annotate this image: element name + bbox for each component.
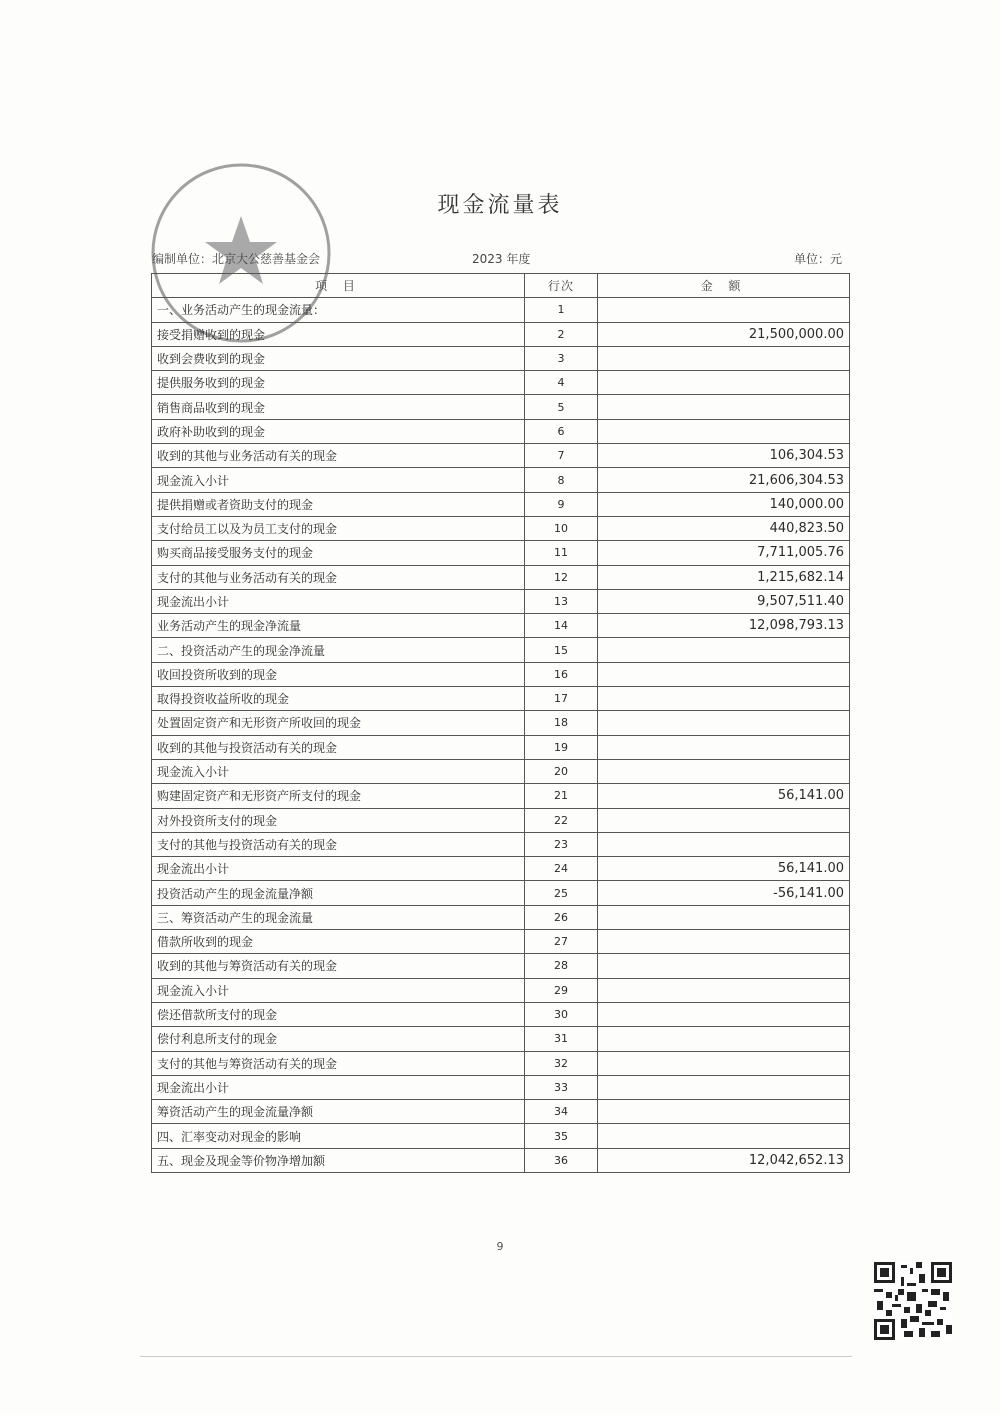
row-line-number: 29 bbox=[525, 978, 598, 1002]
row-item: 五、现金及现金等价物净增加额 bbox=[152, 1148, 525, 1172]
table-row bbox=[152, 298, 850, 322]
row-line-number: 25 bbox=[525, 881, 598, 905]
row-amount: 9,507,511.40 bbox=[598, 589, 850, 613]
row-item: 借款所收到的现金 bbox=[152, 930, 525, 954]
table-row bbox=[152, 808, 850, 832]
row-amount bbox=[598, 298, 850, 322]
table-row bbox=[152, 419, 850, 443]
table-row bbox=[152, 492, 850, 516]
table-row bbox=[152, 954, 850, 978]
table-row bbox=[152, 516, 850, 540]
row-line-number: 14 bbox=[525, 614, 598, 638]
header-amount: 金 额 bbox=[598, 274, 850, 298]
row-line-number: 24 bbox=[525, 857, 598, 881]
row-amount: 1,215,682.14 bbox=[598, 565, 850, 589]
table-row bbox=[152, 1027, 850, 1051]
page-number: 9 bbox=[496, 1240, 504, 1253]
table-row bbox=[152, 881, 850, 905]
row-amount bbox=[598, 395, 850, 419]
table-row bbox=[152, 395, 850, 419]
row-amount bbox=[598, 711, 850, 735]
row-amount: 12,098,793.13 bbox=[598, 614, 850, 638]
row-amount bbox=[598, 371, 850, 395]
report-meta bbox=[152, 250, 848, 270]
row-line-number: 3 bbox=[525, 346, 598, 370]
unit-label: 单位：元 bbox=[793, 252, 842, 266]
row-amount bbox=[598, 1124, 850, 1148]
row-amount bbox=[598, 735, 850, 759]
row-item: 三、筹资活动产生的现金流量 bbox=[152, 905, 525, 929]
row-item: 现金流入小计 bbox=[152, 978, 525, 1002]
row-line-number: 17 bbox=[525, 687, 598, 711]
row-item: 业务活动产生的现金净流量 bbox=[152, 614, 525, 638]
row-amount bbox=[598, 759, 850, 783]
table-row bbox=[152, 1002, 850, 1026]
row-amount bbox=[598, 1002, 850, 1026]
row-line-number: 13 bbox=[525, 589, 598, 613]
row-line-number: 28 bbox=[525, 954, 598, 978]
row-line-number: 18 bbox=[525, 711, 598, 735]
page-title: 现金流量表 bbox=[437, 193, 563, 218]
row-amount bbox=[598, 687, 850, 711]
table-row bbox=[152, 711, 850, 735]
row-line-number: 1 bbox=[525, 298, 598, 322]
row-amount bbox=[598, 662, 850, 686]
table-header-row bbox=[152, 274, 850, 298]
row-item: 取得投资收益所收的现金 bbox=[152, 687, 525, 711]
row-line-number: 31 bbox=[525, 1027, 598, 1051]
row-line-number: 23 bbox=[525, 832, 598, 856]
row-item: 筹资活动产生的现金流量净额 bbox=[152, 1100, 525, 1124]
row-amount bbox=[598, 1051, 850, 1075]
row-item: 偿还借款所支付的现金 bbox=[152, 1002, 525, 1026]
row-line-number: 33 bbox=[525, 1075, 598, 1099]
row-item: 收到的其他与投资活动有关的现金 bbox=[152, 735, 525, 759]
row-item: 销售商品收到的现金 bbox=[152, 395, 525, 419]
row-amount: 56,141.00 bbox=[598, 857, 850, 881]
row-line-number: 7 bbox=[525, 444, 598, 468]
table-row bbox=[152, 468, 850, 492]
row-line-number: 21 bbox=[525, 784, 598, 808]
table-row bbox=[152, 541, 850, 565]
row-item: 购建固定资产和无形资产所支付的现金 bbox=[152, 784, 525, 808]
row-item: 支付的其他与业务活动有关的现金 bbox=[152, 565, 525, 589]
table-row bbox=[152, 905, 850, 929]
header-item: 项 目 bbox=[152, 274, 525, 298]
row-line-number: 6 bbox=[525, 419, 598, 443]
row-item: 偿付利息所支付的现金 bbox=[152, 1027, 525, 1051]
row-amount: -56,141.00 bbox=[598, 881, 850, 905]
row-amount bbox=[598, 1100, 850, 1124]
row-line-number: 11 bbox=[525, 541, 598, 565]
table-row bbox=[152, 589, 850, 613]
row-line-number: 32 bbox=[525, 1051, 598, 1075]
row-amount: 12,042,652.13 bbox=[598, 1148, 850, 1172]
table-row bbox=[152, 662, 850, 686]
footer-divider bbox=[140, 1356, 852, 1357]
row-item: 现金流入小计 bbox=[152, 759, 525, 783]
table-row bbox=[152, 322, 850, 346]
table-row bbox=[152, 930, 850, 954]
table-row bbox=[152, 346, 850, 370]
row-item: 支付的其他与投资活动有关的现金 bbox=[152, 832, 525, 856]
row-amount bbox=[598, 808, 850, 832]
row-line-number: 2 bbox=[525, 322, 598, 346]
row-amount bbox=[598, 832, 850, 856]
year-label: 2023 年度 bbox=[472, 252, 531, 266]
row-line-number: 34 bbox=[525, 1100, 598, 1124]
row-item: 提供服务收到的现金 bbox=[152, 371, 525, 395]
row-item: 二、投资活动产生的现金净流量 bbox=[152, 638, 525, 662]
row-amount bbox=[598, 419, 850, 443]
qr-code-icon bbox=[874, 1262, 952, 1340]
table-row bbox=[152, 371, 850, 395]
row-line-number: 4 bbox=[525, 371, 598, 395]
row-item: 现金流出小计 bbox=[152, 589, 525, 613]
row-line-number: 9 bbox=[525, 492, 598, 516]
row-item: 政府补助收到的现金 bbox=[152, 419, 525, 443]
row-amount bbox=[598, 1075, 850, 1099]
table-row bbox=[152, 1075, 850, 1099]
row-item: 购买商品接受服务支付的现金 bbox=[152, 541, 525, 565]
table-row bbox=[152, 444, 850, 468]
row-line-number: 19 bbox=[525, 735, 598, 759]
row-item: 接受捐赠收到的现金 bbox=[152, 322, 525, 346]
row-item: 投资活动产生的现金流量净额 bbox=[152, 881, 525, 905]
row-line-number: 20 bbox=[525, 759, 598, 783]
row-item: 对外投资所支付的现金 bbox=[152, 808, 525, 832]
row-amount bbox=[598, 1027, 850, 1051]
table-row bbox=[152, 832, 850, 856]
row-amount: 140,000.00 bbox=[598, 492, 850, 516]
table-row bbox=[152, 1100, 850, 1124]
row-line-number: 27 bbox=[525, 930, 598, 954]
row-item: 收到的其他与业务活动有关的现金 bbox=[152, 444, 525, 468]
row-item: 现金流入小计 bbox=[152, 468, 525, 492]
table-row bbox=[152, 614, 850, 638]
row-item: 收到的其他与筹资活动有关的现金 bbox=[152, 954, 525, 978]
row-line-number: 22 bbox=[525, 808, 598, 832]
row-line-number: 15 bbox=[525, 638, 598, 662]
row-item: 现金流出小计 bbox=[152, 1075, 525, 1099]
table-row bbox=[152, 638, 850, 662]
table-row bbox=[152, 857, 850, 881]
row-amount bbox=[598, 930, 850, 954]
row-amount: 106,304.53 bbox=[598, 444, 850, 468]
row-item: 支付给员工以及为员工支付的现金 bbox=[152, 516, 525, 540]
row-line-number: 36 bbox=[525, 1148, 598, 1172]
row-amount: 56,141.00 bbox=[598, 784, 850, 808]
row-line-number: 26 bbox=[525, 905, 598, 929]
row-item: 收回投资所收到的现金 bbox=[152, 662, 525, 686]
org-label: 编制单位：北京大公慈善基金会 bbox=[152, 252, 321, 266]
row-amount: 7,711,005.76 bbox=[598, 541, 850, 565]
row-item: 四、汇率变动对现金的影响 bbox=[152, 1124, 525, 1148]
row-amount: 21,606,304.53 bbox=[598, 468, 850, 492]
table-row bbox=[152, 565, 850, 589]
table-row bbox=[152, 1051, 850, 1075]
row-item: 一、业务活动产生的现金流量： bbox=[152, 298, 525, 322]
row-line-number: 12 bbox=[525, 565, 598, 589]
row-item: 收到会费收到的现金 bbox=[152, 346, 525, 370]
row-line-number: 10 bbox=[525, 516, 598, 540]
row-item: 提供捐赠或者资助支付的现金 bbox=[152, 492, 525, 516]
table-row bbox=[152, 978, 850, 1002]
row-amount: 21,500,000.00 bbox=[598, 322, 850, 346]
row-item: 现金流出小计 bbox=[152, 857, 525, 881]
table-row bbox=[152, 784, 850, 808]
row-amount bbox=[598, 978, 850, 1002]
row-amount bbox=[598, 346, 850, 370]
row-amount: 440,823.50 bbox=[598, 516, 850, 540]
row-amount bbox=[598, 954, 850, 978]
table-row bbox=[152, 1124, 850, 1148]
row-item: 支付的其他与筹资活动有关的现金 bbox=[152, 1051, 525, 1075]
table-row bbox=[152, 759, 850, 783]
row-amount bbox=[598, 905, 850, 929]
header-line: 行次 bbox=[525, 274, 598, 298]
table-row bbox=[152, 735, 850, 759]
row-item: 处置固定资产和无形资产所收回的现金 bbox=[152, 711, 525, 735]
row-line-number: 30 bbox=[525, 1002, 598, 1026]
table-row bbox=[152, 687, 850, 711]
row-amount bbox=[598, 638, 850, 662]
row-line-number: 8 bbox=[525, 468, 598, 492]
row-line-number: 35 bbox=[525, 1124, 598, 1148]
table-row bbox=[152, 1148, 850, 1172]
row-line-number: 16 bbox=[525, 662, 598, 686]
cash-flow-table bbox=[151, 273, 850, 1173]
row-line-number: 5 bbox=[525, 395, 598, 419]
